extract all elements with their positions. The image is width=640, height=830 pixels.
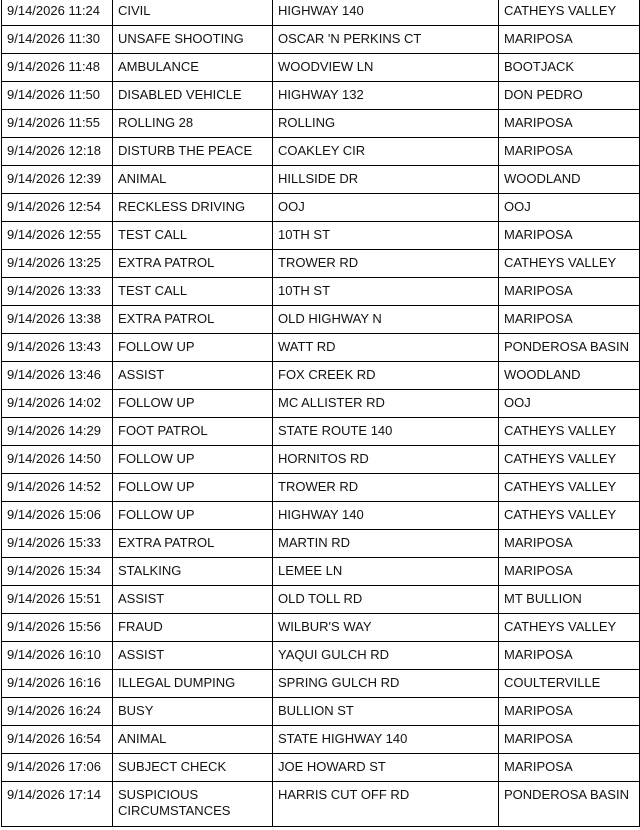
table-row <box>2 698 640 726</box>
city-cell: MT BULLION <box>499 586 640 614</box>
call-type-cell: SUSPICIOUS CIRCUMSTANCES <box>113 782 273 827</box>
call-type-cell: ANIMAL <box>113 166 273 194</box>
table-row <box>2 222 640 250</box>
table-row <box>2 754 640 782</box>
date-time-cell: 9/14/2026 16:10 <box>2 642 113 670</box>
city-cell: MARIPOSA <box>499 222 640 250</box>
table-row <box>2 26 640 54</box>
call-type-cell: RECKLESS DRIVING <box>113 194 273 222</box>
location-cell: TROWER RD <box>273 474 499 502</box>
city-cell: MARIPOSA <box>499 754 640 782</box>
location-cell: LEMEE LN <box>273 558 499 586</box>
city-cell: WOODLAND <box>499 166 640 194</box>
date-time-cell: 9/14/2026 15:33 <box>2 530 113 558</box>
city-cell: COULTERVILLE <box>499 670 640 698</box>
call-type-cell: ASSIST <box>113 586 273 614</box>
location-cell: HILLSIDE DR <box>273 166 499 194</box>
city-cell: WOODLAND <box>499 362 640 390</box>
table-row <box>2 390 640 418</box>
location-cell: ROLLING <box>273 110 499 138</box>
location-cell: 10TH ST <box>273 278 499 306</box>
date-time-cell: 9/14/2026 11:48 <box>2 54 113 82</box>
date-time-cell: 9/14/2026 15:56 <box>2 614 113 642</box>
city-cell: MARIPOSA <box>499 642 640 670</box>
call-type-cell: ILLEGAL DUMPING <box>113 670 273 698</box>
date-time-cell: 9/14/2026 14:52 <box>2 474 113 502</box>
call-log-table <box>1 0 640 827</box>
date-time-cell: 9/14/2026 16:54 <box>2 726 113 754</box>
call-type-cell: FOLLOW UP <box>113 334 273 362</box>
table-row <box>2 306 640 334</box>
call-log-body <box>2 0 640 827</box>
date-time-cell: 9/14/2026 15:06 <box>2 502 113 530</box>
call-type-cell: FOLLOW UP <box>113 446 273 474</box>
location-cell: SPRING GULCH RD <box>273 670 499 698</box>
table-row <box>2 446 640 474</box>
city-cell: MARIPOSA <box>499 558 640 586</box>
date-time-cell: 9/14/2026 13:43 <box>2 334 113 362</box>
location-cell: HORNITOS RD <box>273 446 499 474</box>
call-type-cell: ANIMAL <box>113 726 273 754</box>
table-row <box>2 250 640 278</box>
date-time-cell: 9/14/2026 16:16 <box>2 670 113 698</box>
table-row <box>2 0 640 26</box>
table-row <box>2 278 640 306</box>
location-cell: WOODVIEW LN <box>273 54 499 82</box>
location-cell: STATE ROUTE 140 <box>273 418 499 446</box>
table-row <box>2 474 640 502</box>
call-type-cell: DISABLED VEHICLE <box>113 82 273 110</box>
table-row <box>2 334 640 362</box>
call-type-cell: AMBULANCE <box>113 54 273 82</box>
call-type-cell: EXTRA PATROL <box>113 530 273 558</box>
date-time-cell: 9/14/2026 11:55 <box>2 110 113 138</box>
date-time-cell: 9/14/2026 14:50 <box>2 446 113 474</box>
city-cell: MARIPOSA <box>499 278 640 306</box>
city-cell: CATHEYS VALLEY <box>499 502 640 530</box>
city-cell: DON PEDRO <box>499 82 640 110</box>
location-cell: HIGHWAY 132 <box>273 82 499 110</box>
location-cell: HIGHWAY 140 <box>273 0 499 26</box>
call-type-cell: SUBJECT CHECK <box>113 754 273 782</box>
date-time-cell: 9/14/2026 13:38 <box>2 306 113 334</box>
table-row <box>2 502 640 530</box>
call-type-cell: EXTRA PATROL <box>113 306 273 334</box>
location-cell: BULLION ST <box>273 698 499 726</box>
table-row <box>2 194 640 222</box>
location-cell: 10TH ST <box>273 222 499 250</box>
city-cell: BOOTJACK <box>499 54 640 82</box>
table-row <box>2 138 640 166</box>
date-time-cell: 9/14/2026 17:06 <box>2 754 113 782</box>
date-time-cell: 9/14/2026 17:14 <box>2 782 113 827</box>
location-cell: OOJ <box>273 194 499 222</box>
date-time-cell: 9/14/2026 15:34 <box>2 558 113 586</box>
call-type-cell: FOLLOW UP <box>113 390 273 418</box>
table-row <box>2 110 640 138</box>
date-time-cell: 9/14/2026 12:39 <box>2 166 113 194</box>
table-row <box>2 82 640 110</box>
call-type-cell: UNSAFE SHOOTING <box>113 26 273 54</box>
table-row <box>2 418 640 446</box>
date-time-cell: 9/14/2026 16:24 <box>2 698 113 726</box>
call-type-cell: TEST CALL <box>113 222 273 250</box>
call-type-cell: ASSIST <box>113 362 273 390</box>
call-type-cell: FRAUD <box>113 614 273 642</box>
location-cell: JOE HOWARD ST <box>273 754 499 782</box>
location-cell: WILBUR'S WAY <box>273 614 499 642</box>
table-row <box>2 642 640 670</box>
city-cell: PONDEROSA BASIN <box>499 334 640 362</box>
date-time-cell: 9/14/2026 12:55 <box>2 222 113 250</box>
date-time-cell: 9/14/2026 11:30 <box>2 26 113 54</box>
date-time-cell: 9/14/2026 15:51 <box>2 586 113 614</box>
location-cell: OLD TOLL RD <box>273 586 499 614</box>
table-row <box>2 54 640 82</box>
location-cell: MARTIN RD <box>273 530 499 558</box>
location-cell: WATT RD <box>273 334 499 362</box>
location-cell: MC ALLISTER RD <box>273 390 499 418</box>
city-cell: OOJ <box>499 194 640 222</box>
city-cell: MARIPOSA <box>499 26 640 54</box>
city-cell: MARIPOSA <box>499 306 640 334</box>
city-cell: MARIPOSA <box>499 138 640 166</box>
table-row <box>2 614 640 642</box>
call-type-cell: CIVIL <box>113 0 273 26</box>
location-cell: YAQUI GULCH RD <box>273 642 499 670</box>
city-cell: CATHEYS VALLEY <box>499 250 640 278</box>
city-cell: MARIPOSA <box>499 530 640 558</box>
call-type-cell: FOLLOW UP <box>113 502 273 530</box>
location-cell: OLD HIGHWAY N <box>273 306 499 334</box>
table-row <box>2 726 640 754</box>
call-type-cell: ROLLING 28 <box>113 110 273 138</box>
location-cell: TROWER RD <box>273 250 499 278</box>
date-time-cell: 9/14/2026 13:46 <box>2 362 113 390</box>
call-type-cell: DISTURB THE PEACE <box>113 138 273 166</box>
city-cell: CATHEYS VALLEY <box>499 446 640 474</box>
call-type-cell: TEST CALL <box>113 278 273 306</box>
table-row <box>2 530 640 558</box>
call-type-cell: STALKING <box>113 558 273 586</box>
table-row <box>2 362 640 390</box>
call-type-cell: ASSIST <box>113 642 273 670</box>
date-time-cell: 9/14/2026 11:50 <box>2 82 113 110</box>
city-cell: MARIPOSA <box>499 698 640 726</box>
city-cell: CATHEYS VALLEY <box>499 614 640 642</box>
location-cell: OSCAR 'N PERKINS CT <box>273 26 499 54</box>
date-time-cell: 9/14/2026 11:24 <box>2 0 113 26</box>
city-cell: CATHEYS VALLEY <box>499 0 640 26</box>
city-cell: CATHEYS VALLEY <box>499 418 640 446</box>
date-time-cell: 9/14/2026 12:18 <box>2 138 113 166</box>
date-time-cell: 9/14/2026 13:25 <box>2 250 113 278</box>
table-row <box>2 670 640 698</box>
call-type-cell: FOLLOW UP <box>113 474 273 502</box>
location-cell: COAKLEY CIR <box>273 138 499 166</box>
city-cell: CATHEYS VALLEY <box>499 474 640 502</box>
table-row <box>2 782 640 827</box>
call-type-cell: EXTRA PATROL <box>113 250 273 278</box>
city-cell: MARIPOSA <box>499 110 640 138</box>
call-type-cell: FOOT PATROL <box>113 418 273 446</box>
date-time-cell: 9/14/2026 14:29 <box>2 418 113 446</box>
table-row <box>2 586 640 614</box>
table-row <box>2 558 640 586</box>
location-cell: FOX CREEK RD <box>273 362 499 390</box>
city-cell: PONDEROSA BASIN <box>499 782 640 827</box>
date-time-cell: 9/14/2026 13:33 <box>2 278 113 306</box>
city-cell: MARIPOSA <box>499 726 640 754</box>
date-time-cell: 9/14/2026 12:54 <box>2 194 113 222</box>
date-time-cell: 9/14/2026 14:02 <box>2 390 113 418</box>
location-cell: HARRIS CUT OFF RD <box>273 782 499 827</box>
location-cell: STATE HIGHWAY 140 <box>273 726 499 754</box>
city-cell: OOJ <box>499 390 640 418</box>
table-row <box>2 166 640 194</box>
call-type-cell: BUSY <box>113 698 273 726</box>
location-cell: HIGHWAY 140 <box>273 502 499 530</box>
